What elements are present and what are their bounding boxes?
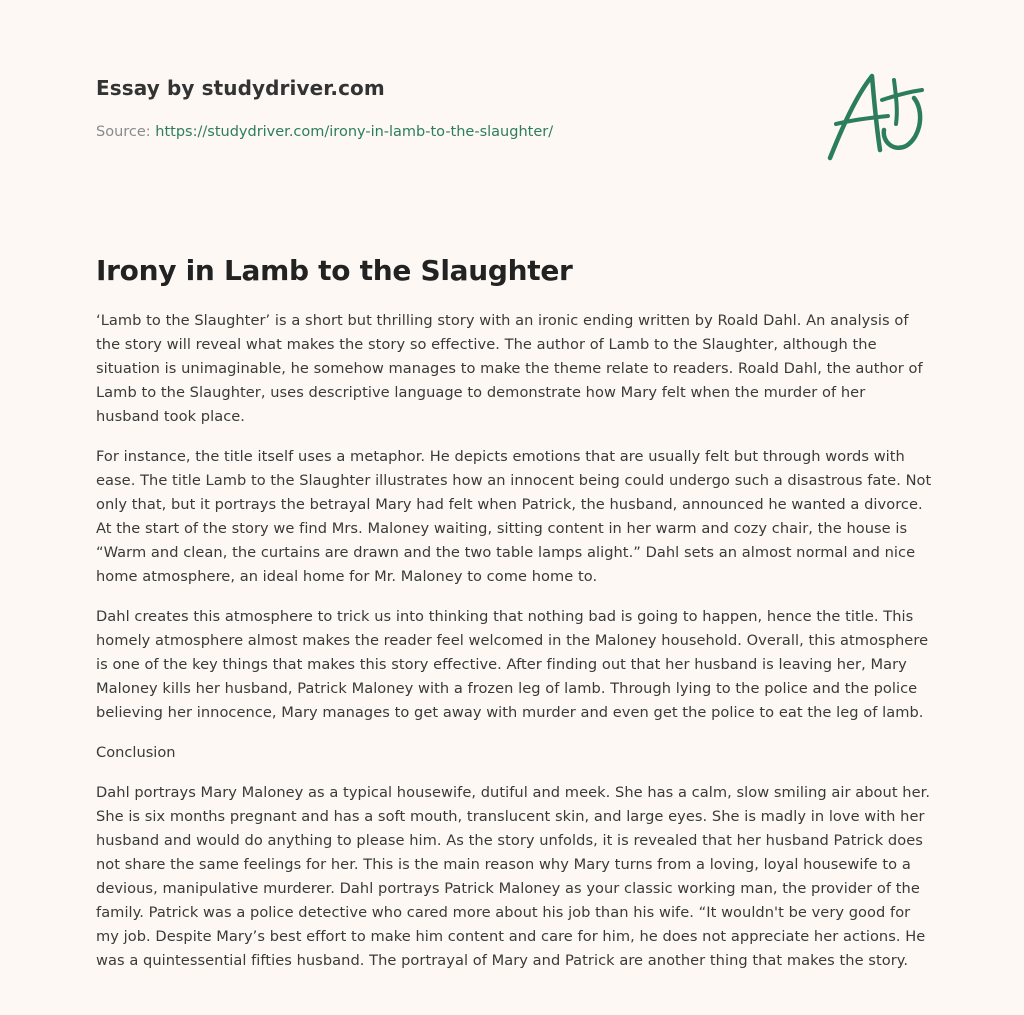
brand-title: Essay by studydriver.com <box>96 76 385 100</box>
essay-paragraph-2: For instance, the title itself uses a metaphor. He depicts emotions that are usually felt but through words with ease. The title Lamb to the Slaughter illustrates how an innocent being could undergo such a disastrous fate. Not only that, but it portrays the betrayal Mary had felt when Patrick, the husband, announced he wanted a divorce. At the start of the story we find Mrs. Maloney waiting, sitting content in her warm and cozy chair, the house is “Warm and clean, the curtains are drawn and the two table lamps alight.” Dahl sets an almost normal and nice home atmosphere, an ideal home for Mr. Maloney to come home to. <box>96 448 932 585</box>
source-line <box>96 124 736 140</box>
source-label: Source: <box>96 124 156 140</box>
essay-paragraph-3: Dahl creates this atmosphere to trick us into thinking that nothing bad is going to happen, hence the title. This homely atmosphere almost makes the reader feel welcomed in the Maloney household. Overall, this atmosphere is one of the key things that makes this story effective. After finding out that her husband is leaving her, Mary Maloney kills her husband, Patrick Maloney with a frozen leg of lamb. Through lying to the police and the police believing her innocence, Mary manages to get away with murder and even get the police to eat the leg of lamb. <box>96 608 929 721</box>
essay-body <box>96 254 932 989</box>
page-header <box>96 76 736 140</box>
source-link[interactable]: https://studydriver.com/irony-in-lamb-to-the-slaughter/ <box>155 124 554 140</box>
essay-paragraph-1: ‘Lamb to the Slaughter’ is a short but thrilling story with an ironic ending written by Roald Dahl. An analysis of the story will reveal what makes the story so effective. The author of Lamb to the Slaughter, although the situation is unimaginable, he somehow manages to make the theme relate to readers. Roald Dahl, the author of Lamb to the Slaughter, uses descriptive language to demonstrate how Mary felt when the murder of her husband took place. <box>96 312 923 425</box>
conclusion-heading: Conclusion <box>96 744 176 761</box>
essay-title: Irony in Lamb to the Slaughter <box>96 254 573 287</box>
conclusion-paragraph: Dahl portrays Mary Maloney as a typical housewife, dutiful and meek. She has a calm, slow smiling air about her. She is six months pregnant and has a soft mouth, translucent skin, and large eyes. She is madly in love with her husband and would do anything to please him. As the story unfolds, it is revealed that her husband Patrick does not share the same feelings for her. This is the main reason why Mary turns from a loving, loyal housewife to a devious, manipulative murderer. Dahl portrays Patrick Maloney as your classic working man, the provider of the family. Patrick was a police detective who cared more about his job than his wife. “It wouldn't be very good for my job. Despite Mary’s best effort to make him content and care for him, he does not appreciate her actions. He was a quintessential fifties husband. The portrayal of Mary and Patrick are another thing that makes the story. <box>96 784 931 969</box>
a-plus-logo-icon <box>822 66 928 166</box>
